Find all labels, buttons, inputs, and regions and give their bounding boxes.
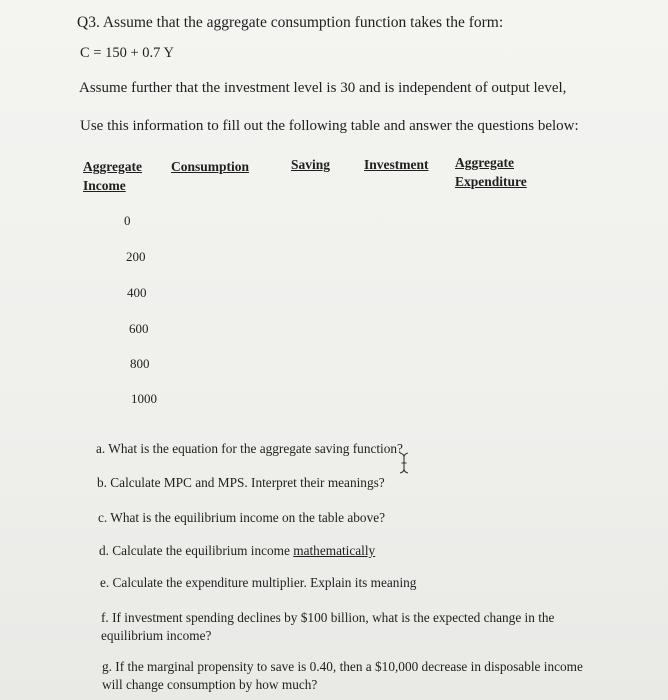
question-e: e. Calculate the expenditure multiplier. Explain its meaning xyxy=(100,575,417,590)
income-value: 1000 xyxy=(131,391,157,406)
income-value: 400 xyxy=(127,285,147,300)
income-value: 600 xyxy=(129,321,149,336)
question-d-text: d. Calculate the equilibrium income xyxy=(99,543,290,558)
question-c: c. What is the equilibrium income on the table above? xyxy=(98,510,386,525)
income-value: 800 xyxy=(130,356,150,371)
column-header-line: Income xyxy=(83,178,126,193)
column-header-aggregate-expenditure xyxy=(455,153,527,191)
column-header-investment: Investment xyxy=(364,157,429,172)
income-value: 200 xyxy=(126,249,146,264)
instructions-text: Use this information to fill out the following table and answer the questions below: xyxy=(80,118,579,134)
question-d-emphasis: mathematically xyxy=(293,543,376,558)
column-header-line: Aggregate xyxy=(83,159,142,174)
column-header-saving: Saving xyxy=(291,157,331,172)
column-header-line: Expenditure xyxy=(455,174,527,189)
income-value: 0 xyxy=(124,213,131,228)
column-header-line: Aggregate xyxy=(455,155,514,170)
question-b: b. Calculate MPC and MPS. Interpret their meanings? xyxy=(97,475,385,490)
question-g: g. If the marginal propensity to save is 0.40, then a $10,000 decrease in disposable income will change consumption by how much? xyxy=(102,659,583,692)
question-f: f. If investment spending declines by $100 billion, what is the expected change in the equilibrium income? xyxy=(101,610,555,643)
assumption-text: Assume further that the investment level is 30 and is independent of output level, xyxy=(79,80,567,96)
question-title: Q3. Assume that the aggregate consumption function takes the form: xyxy=(77,14,504,31)
column-header-consumption: Consumption xyxy=(171,159,250,174)
question-d xyxy=(99,543,375,559)
question-a: a. What is the equation for the aggregate saving function? xyxy=(96,441,403,456)
text-cursor-icon xyxy=(397,451,411,475)
column-header-aggregate-income xyxy=(83,157,142,195)
consumption-equation: C = 150 + 0.7 Y xyxy=(80,45,174,61)
